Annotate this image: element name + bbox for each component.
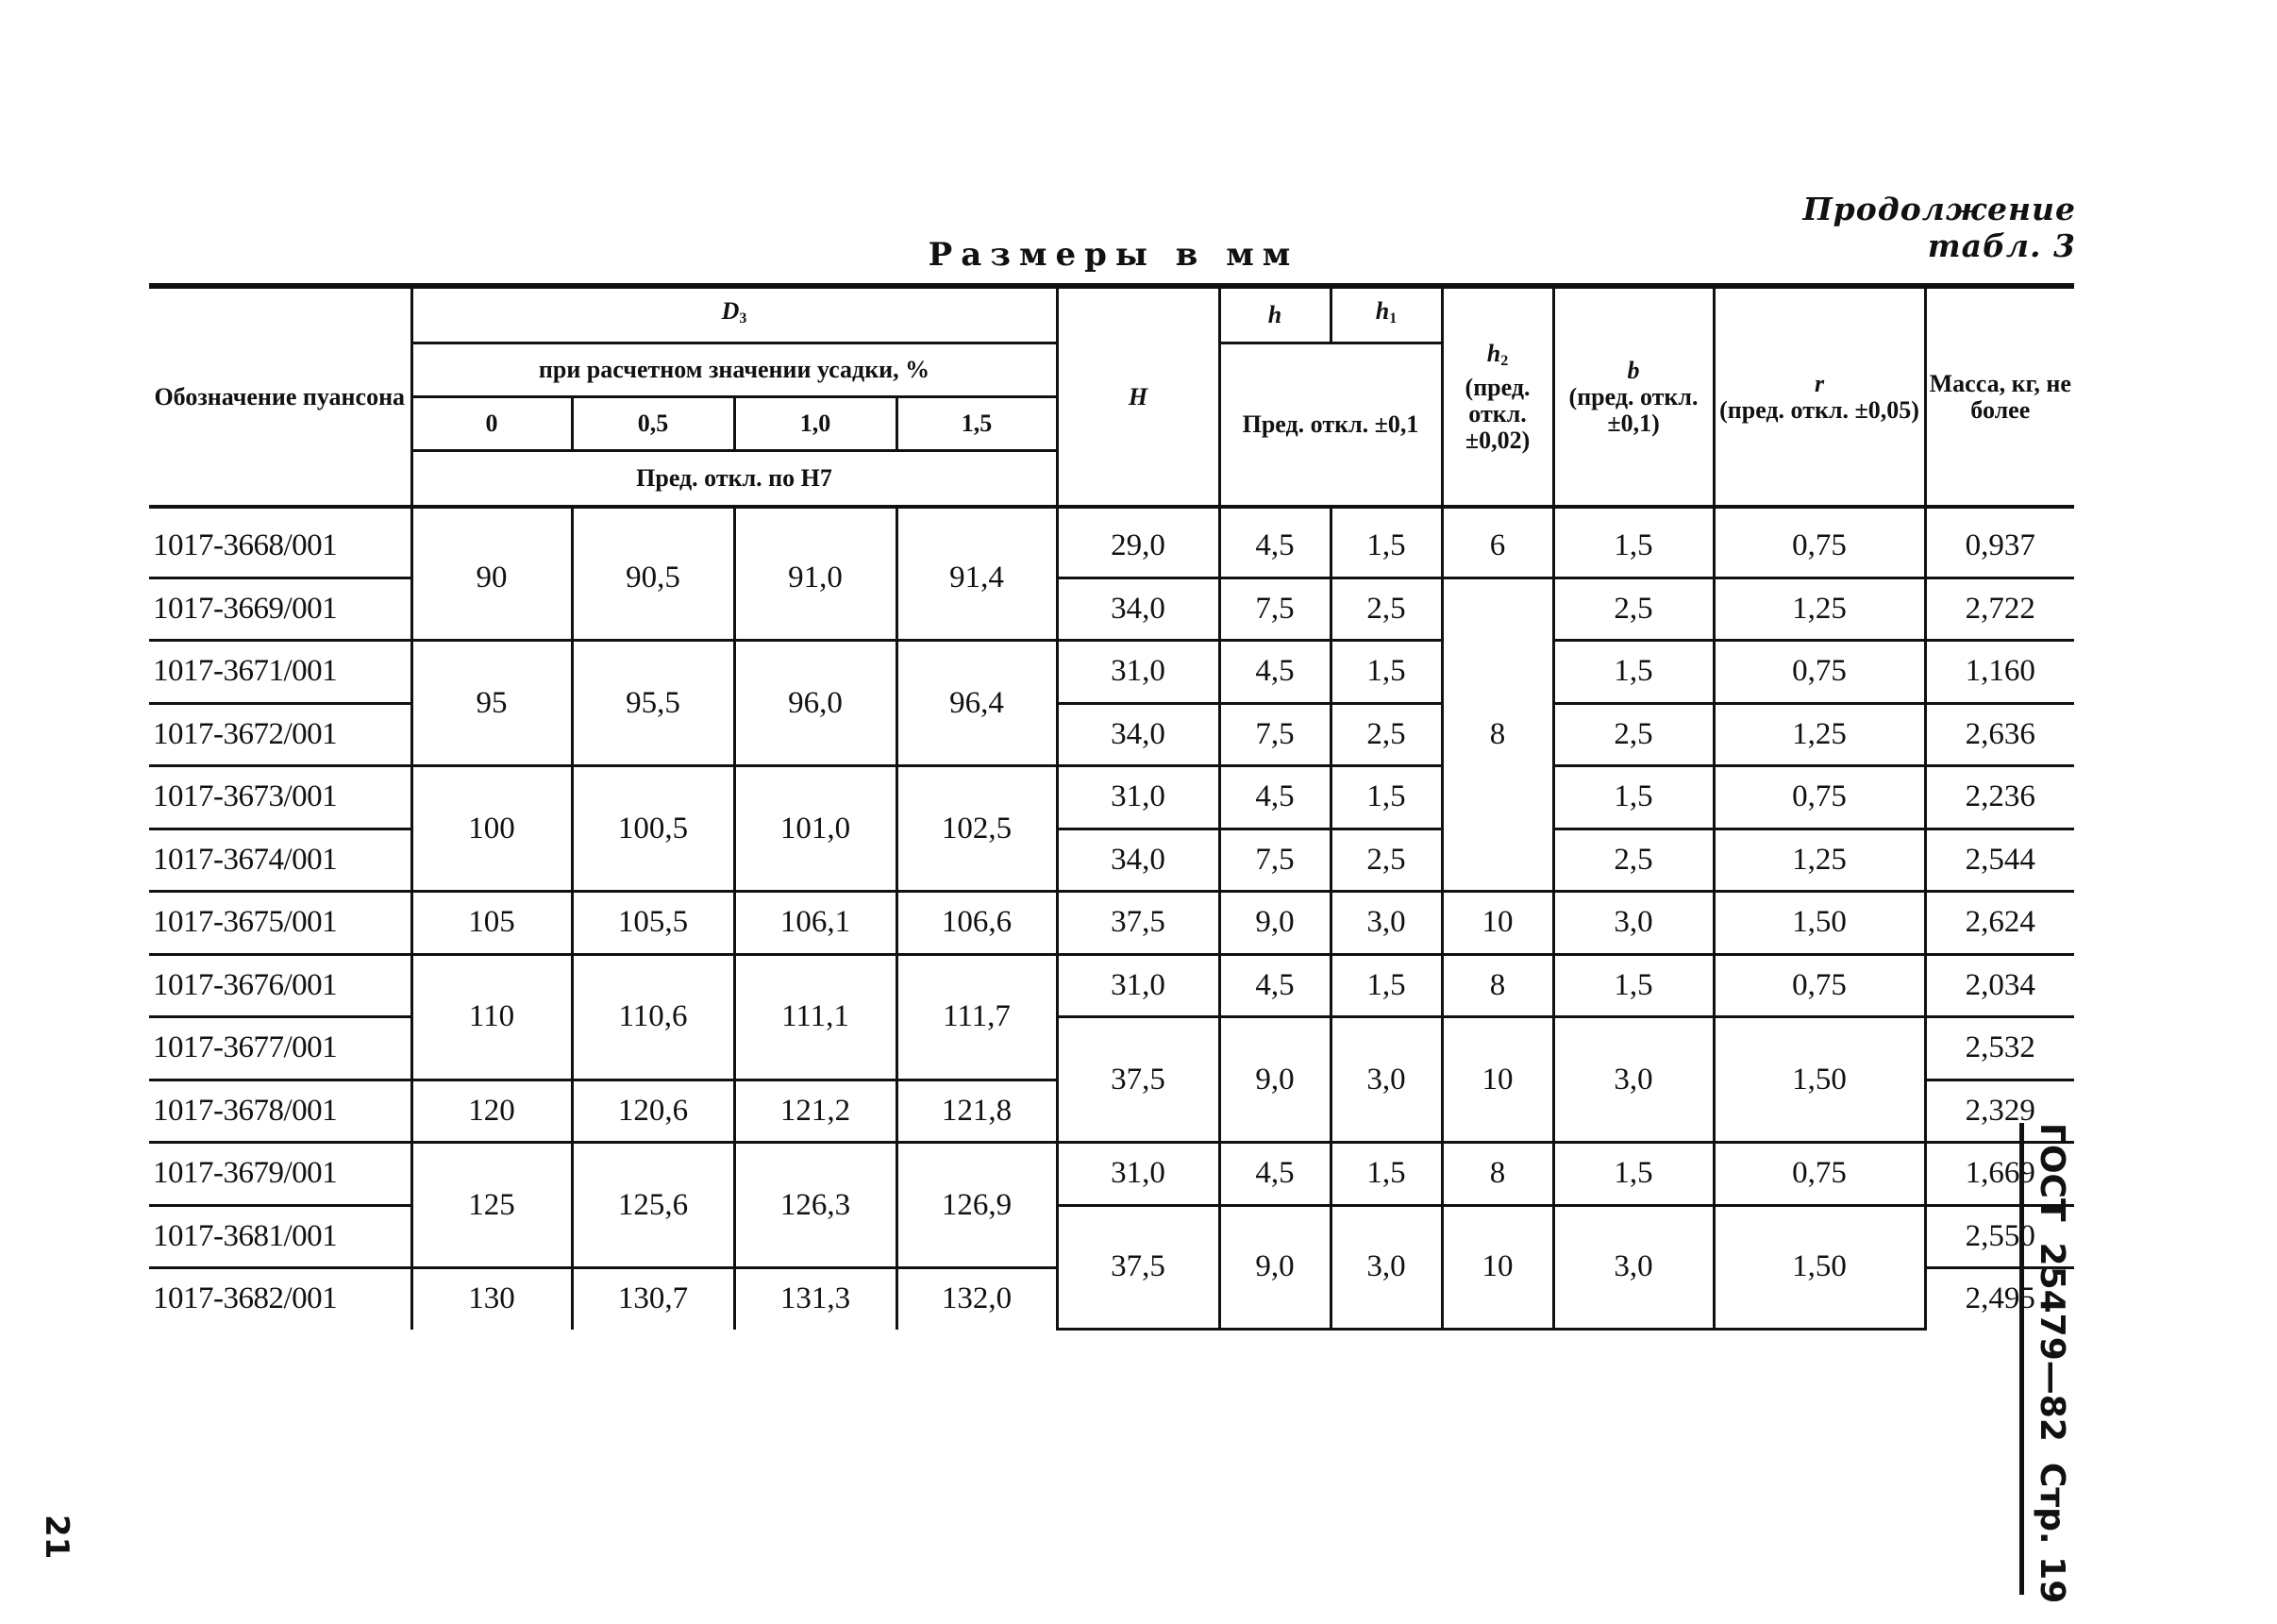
H-value: 34,0 <box>1057 829 1219 892</box>
punch-code: 1017-3679/001 <box>149 1143 411 1206</box>
mass-value: 1,669 <box>1925 1143 2074 1206</box>
d3-15: 91,4 <box>896 507 1057 641</box>
h2-value: 8 <box>1442 1143 1553 1206</box>
h-value: 4,5 <box>1219 766 1331 829</box>
d3-05: 120,6 <box>572 1080 734 1143</box>
d3-05: 95,5 <box>572 641 734 766</box>
h-value: 7,5 <box>1219 703 1331 766</box>
punch-code: 1017-3669/001 <box>149 578 411 641</box>
header-H: H <box>1057 286 1219 507</box>
d3-10: 96,0 <box>734 641 896 766</box>
mass-value: 2,544 <box>1925 829 2074 892</box>
d3-10: 111,1 <box>734 954 896 1080</box>
punch-code: 1017-3676/001 <box>149 954 411 1017</box>
d3-05: 90,5 <box>572 507 734 641</box>
b-value: 1,5 <box>1553 766 1714 829</box>
d3-15: 132,0 <box>896 1268 1057 1330</box>
mass-value: 0,937 <box>1925 507 2074 578</box>
r-value: 0,75 <box>1714 641 1925 704</box>
header-r: r (пред. откл. ±0,05) <box>1714 286 1925 507</box>
header-mass: Масса, кг, не более <box>1925 286 2074 507</box>
d3-0: 110 <box>411 954 572 1080</box>
h2-value: 10 <box>1442 1205 1553 1330</box>
mass-value: 2,329 <box>1925 1080 2074 1143</box>
h-value: 9,0 <box>1219 1017 1331 1143</box>
h-value: 4,5 <box>1219 507 1331 578</box>
mass-value: 2,550 <box>1925 1205 2074 1268</box>
header-h-tolerance: Пред. откл. ±0,1 <box>1219 343 1442 508</box>
mass-value: 2,624 <box>1925 892 2074 955</box>
punch-dimensions-table <box>149 283 2074 1331</box>
h-value: 7,5 <box>1219 829 1331 892</box>
d3-15: 96,4 <box>896 641 1057 766</box>
r-value: 0,75 <box>1714 954 1925 1017</box>
header-shrink-0: 0 <box>411 397 572 451</box>
h-value: 4,5 <box>1219 1143 1331 1206</box>
mass-value: 2,722 <box>1925 578 2074 641</box>
H-value: 37,5 <box>1057 1017 1219 1143</box>
b-value: 1,5 <box>1553 954 1714 1017</box>
H-value: 37,5 <box>1057 892 1219 955</box>
H-value: 34,0 <box>1057 703 1219 766</box>
h2-value: 6 <box>1442 507 1553 578</box>
h1-value: 3,0 <box>1331 1017 1442 1143</box>
header-h2: $h_2$ (пред. откл. ±0,02) <box>1442 286 1553 507</box>
d3-10: 121,2 <box>734 1080 896 1143</box>
d3-0: 100 <box>411 766 572 892</box>
d3-10: 126,3 <box>734 1143 896 1268</box>
b-value: 2,5 <box>1553 829 1714 892</box>
d3-0: 95 <box>411 641 572 766</box>
H-value: 31,0 <box>1057 766 1219 829</box>
units-caption: Размеры в мм <box>928 236 1299 274</box>
mass-value: 2,034 <box>1925 954 2074 1017</box>
r-value: 1,25 <box>1714 703 1925 766</box>
b-value: 3,0 <box>1553 892 1714 955</box>
table-row <box>149 507 2074 578</box>
h1-value: 1,5 <box>1331 954 1442 1017</box>
d3-0: 125 <box>411 1143 572 1268</box>
d3-05: 130,7 <box>572 1268 734 1330</box>
punch-code: 1017-3671/001 <box>149 641 411 704</box>
header-d3-tolerance: Пред. откл. по H7 <box>411 451 1057 508</box>
H-value: 31,0 <box>1057 1143 1219 1206</box>
punch-code: 1017-3672/001 <box>149 703 411 766</box>
header-shrink-15: 1,5 <box>896 397 1057 451</box>
h-value: 9,0 <box>1219 1205 1331 1330</box>
d3-10: 131,3 <box>734 1268 896 1330</box>
d3-10: 91,0 <box>734 507 896 641</box>
h-value: 7,5 <box>1219 578 1331 641</box>
d3-0: 90 <box>411 507 572 641</box>
d3-15: 102,5 <box>896 766 1057 892</box>
b-value: 2,5 <box>1553 703 1714 766</box>
b-value: 1,5 <box>1553 1143 1714 1206</box>
d3-0: 120 <box>411 1080 572 1143</box>
mass-value: 2,532 <box>1925 1017 2074 1080</box>
h-value: 9,0 <box>1219 892 1331 955</box>
d3-10: 106,1 <box>734 892 896 955</box>
punch-code: 1017-3668/001 <box>149 507 411 578</box>
header-h: h <box>1219 286 1331 343</box>
punch-code: 1017-3675/001 <box>149 892 411 955</box>
r-value: 0,75 <box>1714 766 1925 829</box>
h1-value: 2,5 <box>1331 829 1442 892</box>
d3-10: 101,0 <box>734 766 896 892</box>
h1-value: 1,5 <box>1331 641 1442 704</box>
mass-value: 2,636 <box>1925 703 2074 766</box>
b-value: 3,0 <box>1553 1205 1714 1330</box>
h-value: 4,5 <box>1219 954 1331 1017</box>
r-value: 1,50 <box>1714 1205 1925 1330</box>
punch-code: 1017-3677/001 <box>149 1017 411 1080</box>
gost-label: ГОСТ <box>2033 1123 2071 1222</box>
punch-code: 1017-3674/001 <box>149 829 411 892</box>
header-shrink-05: 0,5 <box>572 397 734 451</box>
b-value: 1,5 <box>1553 507 1714 578</box>
H-value: 34,0 <box>1057 578 1219 641</box>
table-row <box>149 766 2074 829</box>
punch-code: 1017-3678/001 <box>149 1080 411 1143</box>
table-row <box>149 1143 2074 1206</box>
h2-value: 8 <box>1442 954 1553 1017</box>
b-value: 1,5 <box>1553 641 1714 704</box>
h1-value: 3,0 <box>1331 892 1442 955</box>
h2-value: 10 <box>1442 1017 1553 1143</box>
d3-0: 130 <box>411 1268 572 1330</box>
header-shrinkage: при расчетном значении усадки, % <box>411 343 1057 397</box>
mass-value: 1,160 <box>1925 641 2074 704</box>
table-row <box>149 954 2074 1017</box>
table-row <box>149 641 2074 704</box>
r-value: 1,50 <box>1714 892 1925 955</box>
d3-15: 126,9 <box>896 1143 1057 1268</box>
h2-value: 8 <box>1442 578 1553 892</box>
table-row <box>149 892 2074 955</box>
header-shrink-10: 1,0 <box>734 397 896 451</box>
punch-code: 1017-3681/001 <box>149 1205 411 1268</box>
punch-code: 1017-3682/001 <box>149 1268 411 1330</box>
h1-value: 3,0 <box>1331 1205 1442 1330</box>
d3-15: 121,8 <box>896 1080 1057 1143</box>
d3-05: 105,5 <box>572 892 734 955</box>
gost-page: Стр. 19 <box>2033 1462 2071 1604</box>
b-value: 3,0 <box>1553 1017 1714 1143</box>
r-value: 1,50 <box>1714 1017 1925 1143</box>
d3-05: 100,5 <box>572 766 734 892</box>
r-value: 1,25 <box>1714 829 1925 892</box>
h-value: 4,5 <box>1219 641 1331 704</box>
table-continuation-caption: Продолжение табл. 3 <box>1802 191 2076 264</box>
standard-reference <box>2019 1123 2071 1604</box>
r-value: 1,25 <box>1714 578 1925 641</box>
d3-0: 105 <box>411 892 572 955</box>
h1-value: 1,5 <box>1331 507 1442 578</box>
header-b: b (пред. откл. ±0,1) <box>1553 286 1714 507</box>
h1-value: 2,5 <box>1331 703 1442 766</box>
b-value: 2,5 <box>1553 578 1714 641</box>
H-value: 29,0 <box>1057 507 1219 578</box>
header-designation: Обозначение пуансона <box>149 286 411 507</box>
d3-05: 110,6 <box>572 954 734 1080</box>
gost-number: 25479—82 <box>2033 1242 2071 1442</box>
h1-value: 2,5 <box>1331 578 1442 641</box>
H-value: 31,0 <box>1057 641 1219 704</box>
header-d3: $D_3$ <box>411 286 1057 343</box>
h2-value: 10 <box>1442 892 1553 955</box>
h1-value: 1,5 <box>1331 766 1442 829</box>
page-number: 21 <box>38 1515 75 1560</box>
r-value: 0,75 <box>1714 1143 1925 1206</box>
h1-value: 1,5 <box>1331 1143 1442 1206</box>
d3-05: 125,6 <box>572 1143 734 1268</box>
mass-value: 2,495 <box>1965 1281 2035 1316</box>
H-value: 37,5 <box>1057 1205 1219 1330</box>
header-h1: $h_1$ <box>1331 286 1442 343</box>
d3-15: 111,7 <box>896 954 1057 1080</box>
mass-value: 2,236 <box>1925 766 2074 829</box>
punch-code: 1017-3673/001 <box>149 766 411 829</box>
r-value: 0,75 <box>1714 507 1925 578</box>
d3-15: 106,6 <box>896 892 1057 955</box>
H-value: 31,0 <box>1057 954 1219 1017</box>
